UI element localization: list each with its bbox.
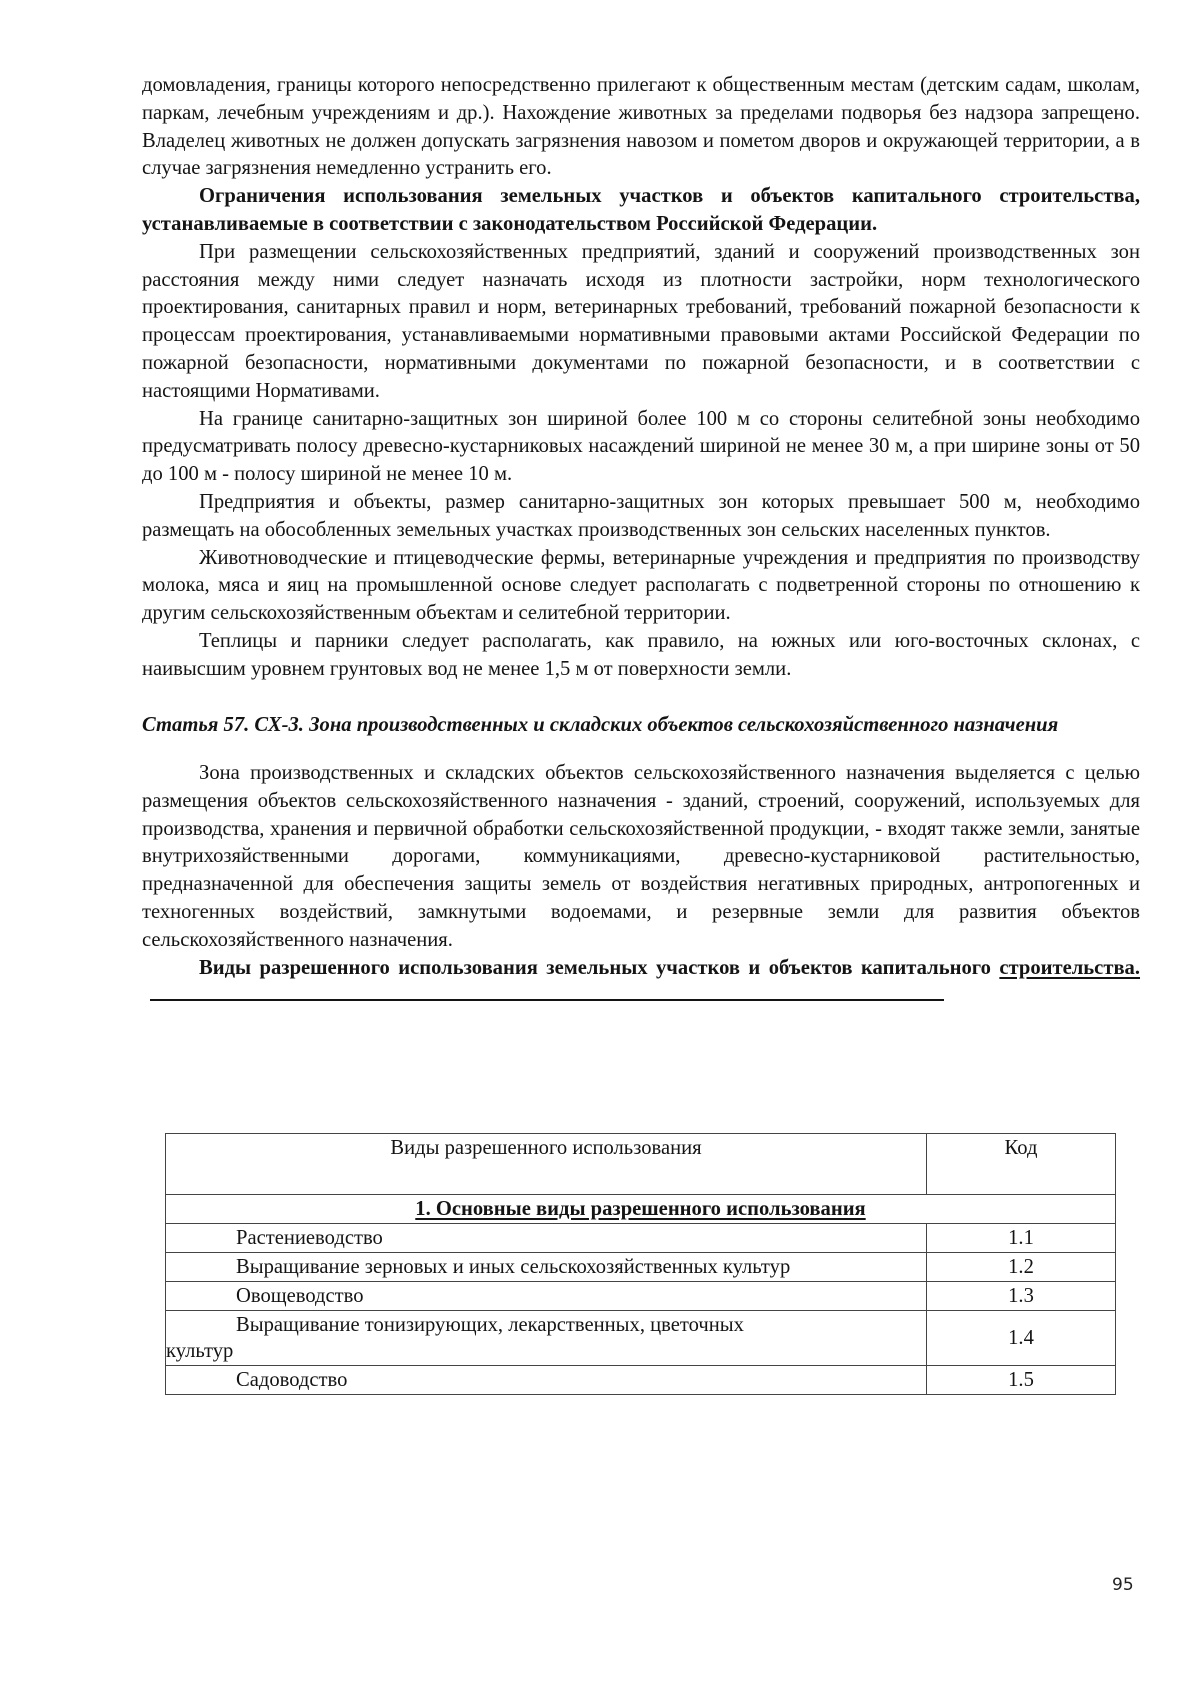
header-name: Виды разрешенного использования — [166, 1134, 927, 1195]
table-header-row — [166, 1134, 1116, 1195]
heading-permitted-uses-part1: Виды разрешенного использования земельных участков и объектов капитального — [199, 956, 991, 979]
table-row — [166, 1224, 1116, 1253]
row-name-line2: культур — [166, 1340, 234, 1362]
article-heading: Статья 57. СХ-3. Зона производственных и складских объектов сельскохозяйственного назначения — [142, 713, 1059, 736]
section-title-text: 1. Основные виды разрешенного использования — [415, 1197, 866, 1220]
heading-permitted-uses — [142, 955, 1140, 1011]
row-code: 1.1 — [927, 1224, 1116, 1253]
heading-restrictions: Ограничения использования земельных участков и объектов капитального строительства, устанавливаемые в соответствии с законодательством Российской Федерации. — [142, 185, 1140, 235]
table-row — [166, 1282, 1116, 1311]
header-code: Код — [927, 1134, 1116, 1195]
paragraph-2: При размещении сельскохозяйственных предприятий, зданий и сооружений производственных зон расстояния между ними следует назначать исходя из плотности застройки, норм технологического проектирования, санитарных правил и норм, ветеринарных требований, требований пожарной безопасности к процессам проектирования, устанавливаемыми нормативными правовыми актами Российской Федерации по пожарной безопасности, нормативными документами по пожарной безопасности, и в соответствии с настоящими Нормативами. — [142, 240, 1140, 402]
row-name: Овощеводство — [166, 1282, 927, 1311]
underline-fill — [150, 998, 944, 1001]
paragraph-7: Зона производственных и складских объектов сельскохозяйственного назначения выделяется с целью размещения объектов сельскохозяйственного назначения - зданий, строений, сооружений, используемых для производства, хранения и первичной обработки сельскохозяйственной продукции, - входят также земли, занятые внутрихозяйственными дорогами, коммуникациями, древесно-кустарниковой растительностью, предназначенной для обеспечения защиты земель от воздействия негативных природных, антропогенных и техногенных воздействий, замкнутыми водоемами, и резервные земли для развития объектов сельскохозяйственного назначения. — [142, 761, 1140, 951]
row-name — [166, 1311, 927, 1366]
row-code: 1.3 — [927, 1282, 1116, 1311]
section-title — [166, 1195, 1116, 1224]
paragraph-5: Животноводческие и птицеводческие фермы, ветеринарные учреждения и предприятия по производству молока, мяса и яиц на промышленной основе следует располагать с подветренной стороны по отношению к другим сельскохозяйственным объектам и селитебной территории. — [142, 546, 1140, 625]
row-name-line1: Выращивание тонизирующих, лекарственных, цветочных — [236, 1314, 744, 1336]
row-name: Выращивание зерновых и иных сельскохозяйственных культур — [166, 1253, 927, 1282]
row-name: Растениеводство — [166, 1224, 927, 1253]
table-row — [166, 1366, 1116, 1395]
paragraph-4: Предприятия и объекты, размер санитарно-защитных зон которых превышает 500 м, необходимо размещать на обособленных земельных участках производственных зон сельских населенных пунктов. — [142, 490, 1140, 541]
row-name: Садоводство — [166, 1366, 927, 1395]
heading-permitted-uses-part2: строительства. — [999, 956, 1141, 979]
page-content — [142, 72, 1140, 1010]
row-code: 1.5 — [927, 1366, 1116, 1395]
table-section-row — [166, 1195, 1116, 1224]
page-number: 95 — [1112, 1575, 1134, 1595]
paragraph-6: Теплицы и парники следует располагать, как правило, на южных или юго-восточных склонах, с наивысшим уровнем грунтовых вод не менее 1,5 м от поверхности земли. — [142, 629, 1140, 680]
table-row — [166, 1311, 1116, 1366]
permitted-uses-table — [165, 1133, 1116, 1395]
paragraph-1: домовладения, границы которого непосредственно прилегают к общественным местам (детским садам, школам, паркам, лечебным учреждениям и др.). Нахождение животных за пределами подворья без надзора запрещено. Владелец животных не должен допускать загрязнения навозом и пометом дворов и окружающей территории, а в случае загрязнения немедленно устранить его. — [142, 74, 1140, 180]
row-code: 1.2 — [927, 1253, 1116, 1282]
paragraph-3: На границе санитарно-защитных зон шириной более 100 м со стороны селитебной зоны необходимо предусматривать полосу древесно-кустарниковых насаждений шириной не менее 30 м, а при ширине зоны от 50 до 100 м - полосу шириной не менее 10 м. — [142, 407, 1140, 486]
table-row — [166, 1253, 1116, 1282]
row-code: 1.4 — [927, 1311, 1116, 1366]
